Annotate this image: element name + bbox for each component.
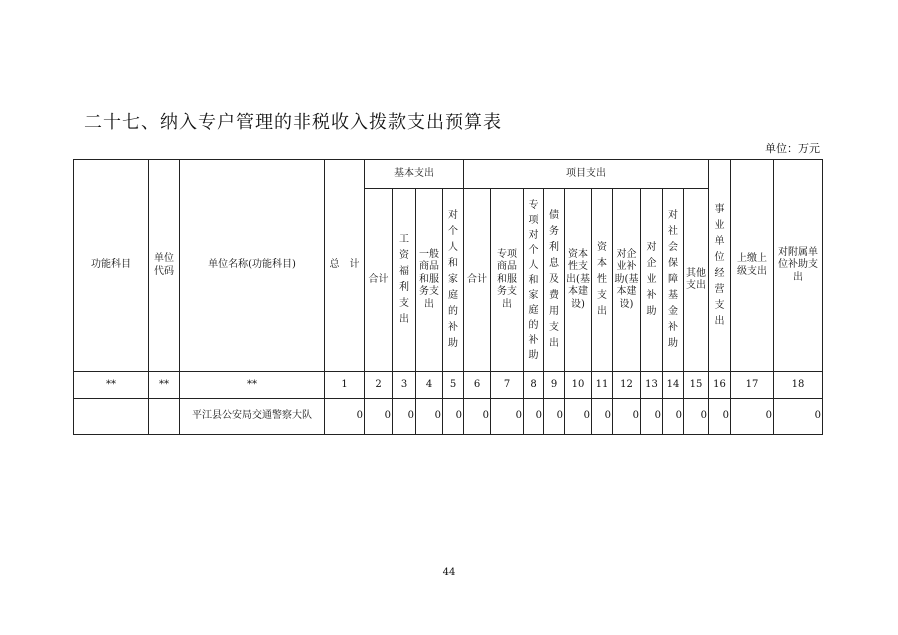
index-cell: ** bbox=[149, 372, 180, 399]
header-unit-code bbox=[149, 160, 180, 372]
row-value: 0 bbox=[524, 399, 544, 435]
row-value: 0 bbox=[544, 399, 565, 435]
header-project-social bbox=[663, 189, 684, 372]
header-upper-label: 上缴上级支出 bbox=[737, 253, 767, 277]
header-project-goods bbox=[491, 189, 524, 372]
row-unit-name: 平江县公安局交通警察大队 bbox=[180, 399, 325, 435]
header-project-capital-build bbox=[565, 189, 592, 372]
header-project-other bbox=[684, 189, 709, 372]
page-number: 44 bbox=[442, 567, 456, 578]
header-basic-personal-label: 对个人和家庭的补助 bbox=[448, 210, 458, 349]
row-func-subject bbox=[74, 399, 149, 435]
header-business bbox=[709, 160, 731, 372]
row-value: 0 bbox=[684, 399, 709, 435]
index-cell: ** bbox=[74, 372, 149, 399]
row-value: 0 bbox=[565, 399, 592, 435]
header-basic-goods bbox=[416, 189, 443, 372]
header-row-group bbox=[74, 160, 823, 189]
header-project-capital bbox=[592, 189, 613, 372]
index-cell: 15 bbox=[684, 372, 709, 399]
index-cell: 3 bbox=[393, 372, 416, 399]
row-value: 0 bbox=[365, 399, 393, 435]
header-project-group: 项目支出 bbox=[464, 160, 709, 189]
header-basic-goods-label: 一般商品和服务支出 bbox=[419, 248, 439, 310]
header-basic-group: 基本支出 bbox=[365, 160, 464, 189]
row-value: 0 bbox=[774, 399, 823, 435]
header-func-subject: 功能科目 bbox=[74, 160, 149, 372]
index-cell: 12 bbox=[613, 372, 641, 399]
index-cell: 16 bbox=[709, 372, 731, 399]
header-affiliate-label: 对附属单位补助支出 bbox=[778, 246, 818, 283]
header-project-personal bbox=[524, 189, 544, 372]
header-basic-total: 合计 bbox=[365, 189, 393, 372]
header-project-other-label: 其他支出 bbox=[686, 267, 706, 291]
header-project-total: 合计 bbox=[464, 189, 491, 372]
row-value: 0 bbox=[325, 399, 365, 435]
header-project-debt-label: 债务利息及费用支出 bbox=[549, 210, 559, 349]
row-value: 0 bbox=[709, 399, 731, 435]
index-cell: 13 bbox=[641, 372, 663, 399]
index-row bbox=[74, 372, 823, 399]
header-project-capital-label: 资本性支出 bbox=[597, 242, 607, 317]
header-project-enterprise-build bbox=[613, 189, 641, 372]
table-row bbox=[74, 399, 823, 435]
row-value: 0 bbox=[491, 399, 524, 435]
row-value: 0 bbox=[731, 399, 774, 435]
index-cell: 11 bbox=[592, 372, 613, 399]
index-cell: 2 bbox=[365, 372, 393, 399]
header-unit-name: 单位名称(功能科目) bbox=[180, 160, 325, 372]
index-cell: 14 bbox=[663, 372, 684, 399]
unit-label: 单位：万元 bbox=[765, 142, 820, 155]
row-value: 0 bbox=[592, 399, 613, 435]
index-cell: 18 bbox=[774, 372, 823, 399]
header-basic-wage bbox=[393, 189, 416, 372]
budget-table bbox=[73, 159, 823, 435]
row-unit-code bbox=[149, 399, 180, 435]
header-unit-code-label: 单位代码 bbox=[154, 253, 174, 277]
header-project-personal-label: 专项对个人和家庭的补助 bbox=[528, 199, 539, 361]
index-cell: 9 bbox=[544, 372, 565, 399]
header-project-enterprise bbox=[641, 189, 663, 372]
header-project-enterprise-label: 对企业补助 bbox=[646, 242, 657, 317]
row-value: 0 bbox=[393, 399, 416, 435]
row-value: 0 bbox=[613, 399, 641, 435]
header-project-goods-label: 专项商品和服务支出 bbox=[497, 248, 517, 310]
index-cell: 7 bbox=[491, 372, 524, 399]
row-value: 0 bbox=[416, 399, 443, 435]
header-upper bbox=[731, 160, 774, 372]
header-project-enterprise-build-label: 对企业补助(基本建设) bbox=[614, 248, 639, 310]
index-cell: 8 bbox=[524, 372, 544, 399]
header-project-debt bbox=[544, 189, 565, 372]
index-cell: 5 bbox=[443, 372, 464, 399]
index-cell: 10 bbox=[565, 372, 592, 399]
header-affiliate bbox=[774, 160, 823, 372]
header-business-label: 事业单位经营支出 bbox=[714, 203, 725, 327]
header-basic-personal bbox=[443, 189, 464, 372]
index-cell: 4 bbox=[416, 372, 443, 399]
index-cell: ** bbox=[180, 372, 325, 399]
header-project-social-label: 对社会保障基金补助 bbox=[668, 210, 678, 349]
index-cell: 17 bbox=[731, 372, 774, 399]
row-value: 0 bbox=[663, 399, 684, 435]
header-total: 总 计 bbox=[325, 160, 365, 372]
row-value: 0 bbox=[464, 399, 491, 435]
index-cell: 1 bbox=[325, 372, 365, 399]
header-basic-wage-label: 工资福利支出 bbox=[399, 234, 409, 325]
page-title: 二十七、纳入专户管理的非税收入拨款支出预算表 bbox=[84, 112, 502, 133]
index-cell: 6 bbox=[464, 372, 491, 399]
row-value: 0 bbox=[641, 399, 663, 435]
header-project-capital-build-label: 资本性支出(基本建设) bbox=[566, 248, 590, 310]
row-value: 0 bbox=[443, 399, 464, 435]
